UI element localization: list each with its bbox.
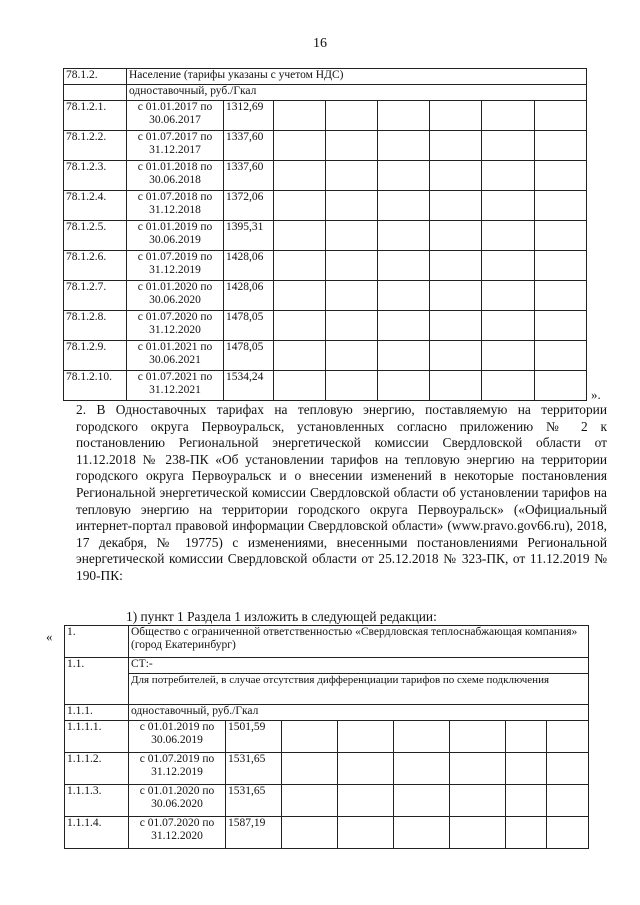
- empty-cell: [274, 311, 326, 341]
- empty-cell: [274, 281, 326, 311]
- empty-cell: [274, 251, 326, 281]
- empty-cell: [394, 785, 450, 817]
- empty-cell: [535, 281, 587, 311]
- empty-cell: [378, 281, 430, 311]
- table-row: [65, 753, 589, 785]
- period-cell: [127, 341, 224, 371]
- empty-cell: [482, 221, 535, 251]
- empty-cell: [378, 101, 430, 131]
- period-cell: [127, 251, 224, 281]
- empty-cell: [338, 721, 394, 753]
- tariff-value: 1531,65: [226, 785, 282, 817]
- empty-cell: [378, 161, 430, 191]
- empty-cell: [506, 753, 547, 785]
- row-number: 78.1.2.6.: [64, 251, 127, 281]
- table-row: [64, 251, 587, 281]
- row-number: 78.1.2.4.: [64, 191, 127, 221]
- empty-cell: [326, 131, 378, 161]
- empty-cell: [535, 371, 587, 401]
- empty-cell: [535, 101, 587, 131]
- period-cell: [127, 281, 224, 311]
- row-number: 1.1.1.1.: [65, 721, 129, 753]
- empty-cell: [482, 131, 535, 161]
- consumer-group-row: [65, 658, 589, 674]
- period-start: с 01.01.2020 по: [139, 785, 215, 797]
- period-start: с 01.07.2020 по: [139, 817, 215, 829]
- empty-cell: [394, 817, 450, 849]
- table-row: [64, 101, 587, 131]
- tariff-value: 1428,06: [224, 251, 274, 281]
- period-start: с 01.01.2018 по: [137, 161, 213, 173]
- table-row: [65, 721, 589, 753]
- period-cell: [127, 191, 224, 221]
- table-row: [64, 131, 587, 161]
- empty-cell: [506, 785, 547, 817]
- table-row: [64, 191, 587, 221]
- period-start: с 01.01.2021 по: [137, 341, 213, 353]
- empty-cell: [535, 221, 587, 251]
- period-cell: [127, 161, 224, 191]
- period-end: 31.12.2020: [151, 830, 203, 842]
- table-row: [64, 161, 587, 191]
- period-end: 30.06.2020: [149, 294, 201, 306]
- empty-cell: [338, 817, 394, 849]
- empty-cell: [64, 85, 127, 101]
- tariff-value: 1501,59: [226, 721, 282, 753]
- tariff-table-stk: [64, 625, 589, 849]
- empty-cell: [274, 161, 326, 191]
- tariff-table-population: [63, 68, 587, 401]
- row-number: 1.: [65, 626, 129, 658]
- empty-cell: [326, 311, 378, 341]
- row-number: 78.1.2.7.: [64, 281, 127, 311]
- tariff-type-row: [65, 705, 589, 721]
- empty-cell: [394, 721, 450, 753]
- empty-cell: [274, 191, 326, 221]
- empty-cell: [482, 191, 535, 221]
- table-row: [64, 341, 587, 371]
- row-number: 78.1.2.5.: [64, 221, 127, 251]
- period-cell: [129, 785, 226, 817]
- empty-cell: [282, 785, 338, 817]
- empty-cell: [282, 817, 338, 849]
- period-end: 31.12.2017: [149, 144, 201, 156]
- empty-cell: [482, 371, 535, 401]
- empty-cell: [430, 131, 482, 161]
- empty-cell: [282, 753, 338, 785]
- period-cell: [127, 221, 224, 251]
- table-row: [64, 281, 587, 311]
- period-start: с 01.01.2020 по: [137, 281, 213, 293]
- system-label: СТ:-: [129, 658, 589, 674]
- empty-cell: [450, 785, 506, 817]
- period-cell: [127, 311, 224, 341]
- empty-cell: [547, 785, 589, 817]
- category-title: Население (тарифы указаны с учетом НДС): [127, 69, 587, 85]
- empty-cell: [450, 753, 506, 785]
- row-number: 1.1.: [65, 658, 129, 705]
- empty-cell: [378, 371, 430, 401]
- row-number: 78.1.2.: [64, 69, 127, 85]
- empty-cell: [535, 311, 587, 341]
- table-row: [64, 221, 587, 251]
- period-cell: [129, 753, 226, 785]
- empty-cell: [547, 817, 589, 849]
- table-row: [65, 785, 589, 817]
- row-number: 78.1.2.1.: [64, 101, 127, 131]
- empty-cell: [338, 753, 394, 785]
- empty-cell: [378, 251, 430, 281]
- empty-cell: [482, 161, 535, 191]
- tariff-value: 1531,65: [226, 753, 282, 785]
- period-end: 31.12.2019: [149, 264, 201, 276]
- tariff-value: 1312,69: [224, 101, 274, 131]
- empty-cell: [535, 131, 587, 161]
- consumer-group-sub-row: [65, 674, 589, 705]
- empty-cell: [274, 131, 326, 161]
- row-number: 78.1.2.3.: [64, 161, 127, 191]
- period-cell: [127, 131, 224, 161]
- empty-cell: [482, 101, 535, 131]
- row-number: 78.1.2.2.: [64, 131, 127, 161]
- period-end: 30.06.2019: [151, 734, 203, 746]
- tariff-value: 1428,06: [224, 281, 274, 311]
- empty-cell: [430, 101, 482, 131]
- body-paragraph: 2. В Одноставочных тарифах на тепловую энергию, поставляемую на территории городского округа Первоуральск, установленных согласно приложению № 2 к постановлению Региональной энергетической комиссии Свердловской области от 11.12.2018 № 238-ПК «Об установлении тарифов на тепловую энергию на территории городского округа Первоуральск и о внесении изменений в некоторые постановления Региональной энергетической комиссии Свердловской области об установлении тарифов на тепловую энергию на территории городского округа Первоуральск» («Официальный интернет-портал правовой информации Свердловской области» (www.pravo.gov66.ru), 2018, 17 декабря, № 19775) с изменениями, внесенными постановлениями Региональной энергетической комиссии Свердловской области от 25.12.2018 № 323-ПК, от 11.12.2019 № 190-ПК:: [76, 402, 607, 583]
- empty-cell: [338, 785, 394, 817]
- empty-cell: [430, 221, 482, 251]
- empty-cell: [282, 721, 338, 753]
- empty-cell: [378, 341, 430, 371]
- period-start: с 01.07.2019 по: [139, 753, 215, 765]
- row-number: 1.1.1.: [65, 705, 129, 721]
- tariff-value: 1534,24: [224, 371, 274, 401]
- row-number: 78.1.2.10.: [64, 371, 127, 401]
- tariff-value: 1478,05: [224, 341, 274, 371]
- empty-cell: [378, 221, 430, 251]
- empty-cell: [535, 161, 587, 191]
- empty-cell: [378, 191, 430, 221]
- opening-quote: «: [46, 629, 53, 644]
- empty-cell: [378, 311, 430, 341]
- tariff-value: 1478,05: [224, 311, 274, 341]
- company-row: [65, 626, 589, 658]
- period-end: 30.06.2018: [149, 174, 201, 186]
- table-subheader-row: [64, 85, 587, 101]
- empty-cell: [394, 753, 450, 785]
- row-number: 1.1.1.3.: [65, 785, 129, 817]
- table-row: [64, 371, 587, 401]
- period-cell: [129, 721, 226, 753]
- period-start: с 01.07.2020 по: [137, 311, 213, 323]
- empty-cell: [430, 371, 482, 401]
- subparagraph: 1) пункт 1 Раздела 1 изложить в следующей редакции:: [126, 609, 437, 624]
- period-start: с 01.07.2019 по: [137, 251, 213, 263]
- period-start: с 01.01.2019 по: [137, 221, 213, 233]
- empty-cell: [535, 191, 587, 221]
- table-header-row: [64, 69, 587, 85]
- tariff-value: 1337,60: [224, 131, 274, 161]
- row-number: 1.1.1.2.: [65, 753, 129, 785]
- row-number: 1.1.1.4.: [65, 817, 129, 849]
- empty-cell: [274, 371, 326, 401]
- tariff-type: одноставочный, руб./Гкал: [129, 705, 589, 721]
- empty-cell: [450, 721, 506, 753]
- empty-cell: [547, 721, 589, 753]
- period-end: 30.06.2019: [149, 234, 201, 246]
- tariff-value: 1337,60: [224, 161, 274, 191]
- empty-cell: [326, 221, 378, 251]
- period-cell: [129, 817, 226, 849]
- empty-cell: [535, 251, 587, 281]
- company-name: Общество с ограниченной ответственностью «Свердловская теплоснабжающая компания» (город Екатеринбург): [129, 626, 589, 658]
- empty-cell: [506, 721, 547, 753]
- empty-cell: [430, 341, 482, 371]
- empty-cell: [482, 311, 535, 341]
- empty-cell: [326, 341, 378, 371]
- empty-cell: [482, 251, 535, 281]
- empty-cell: [430, 281, 482, 311]
- empty-cell: [547, 753, 589, 785]
- empty-cell: [482, 281, 535, 311]
- tariff-value: 1372,06: [224, 191, 274, 221]
- period-cell: [127, 101, 224, 131]
- empty-cell: [506, 817, 547, 849]
- empty-cell: [274, 101, 326, 131]
- period-end: 31.12.2021: [149, 384, 201, 396]
- period-cell: [127, 371, 224, 401]
- period-end: 30.06.2017: [149, 114, 201, 126]
- period-end: 31.12.2020: [149, 324, 201, 336]
- empty-cell: [378, 131, 430, 161]
- tariff-type: одноставочный, руб./Гкал: [127, 85, 587, 101]
- empty-cell: [326, 281, 378, 311]
- tariff-value: 1395,31: [224, 221, 274, 251]
- period-start: с 01.07.2017 по: [137, 131, 213, 143]
- empty-cell: [430, 161, 482, 191]
- empty-cell: [326, 161, 378, 191]
- period-start: с 01.01.2017 по: [137, 101, 213, 113]
- row-number: 78.1.2.9.: [64, 341, 127, 371]
- empty-cell: [450, 817, 506, 849]
- empty-cell: [430, 191, 482, 221]
- period-start: с 01.07.2021 по: [137, 371, 213, 383]
- empty-cell: [326, 101, 378, 131]
- period-end: 30.06.2021: [149, 354, 201, 366]
- empty-cell: [274, 221, 326, 251]
- empty-cell: [326, 191, 378, 221]
- table-row: [64, 311, 587, 341]
- period-end: 31.12.2018: [149, 204, 201, 216]
- period-start: с 01.01.2019 по: [139, 721, 215, 733]
- page-number: 16: [313, 36, 327, 51]
- tariff-value: 1587,19: [226, 817, 282, 849]
- empty-cell: [482, 341, 535, 371]
- empty-cell: [430, 311, 482, 341]
- period-end: 31.12.2019: [151, 766, 203, 778]
- period-start: с 01.07.2018 по: [137, 191, 213, 203]
- empty-cell: [326, 251, 378, 281]
- consumer-description: Для потребителей, в случае отсутствия дифференциации тарифов по схеме подключения: [129, 674, 589, 705]
- closing-quote: ».: [591, 387, 601, 402]
- period-end: 30.06.2020: [151, 798, 203, 810]
- empty-cell: [430, 251, 482, 281]
- empty-cell: [326, 371, 378, 401]
- empty-cell: [274, 341, 326, 371]
- table-row: [65, 817, 589, 849]
- empty-cell: [535, 341, 587, 371]
- row-number: 78.1.2.8.: [64, 311, 127, 341]
